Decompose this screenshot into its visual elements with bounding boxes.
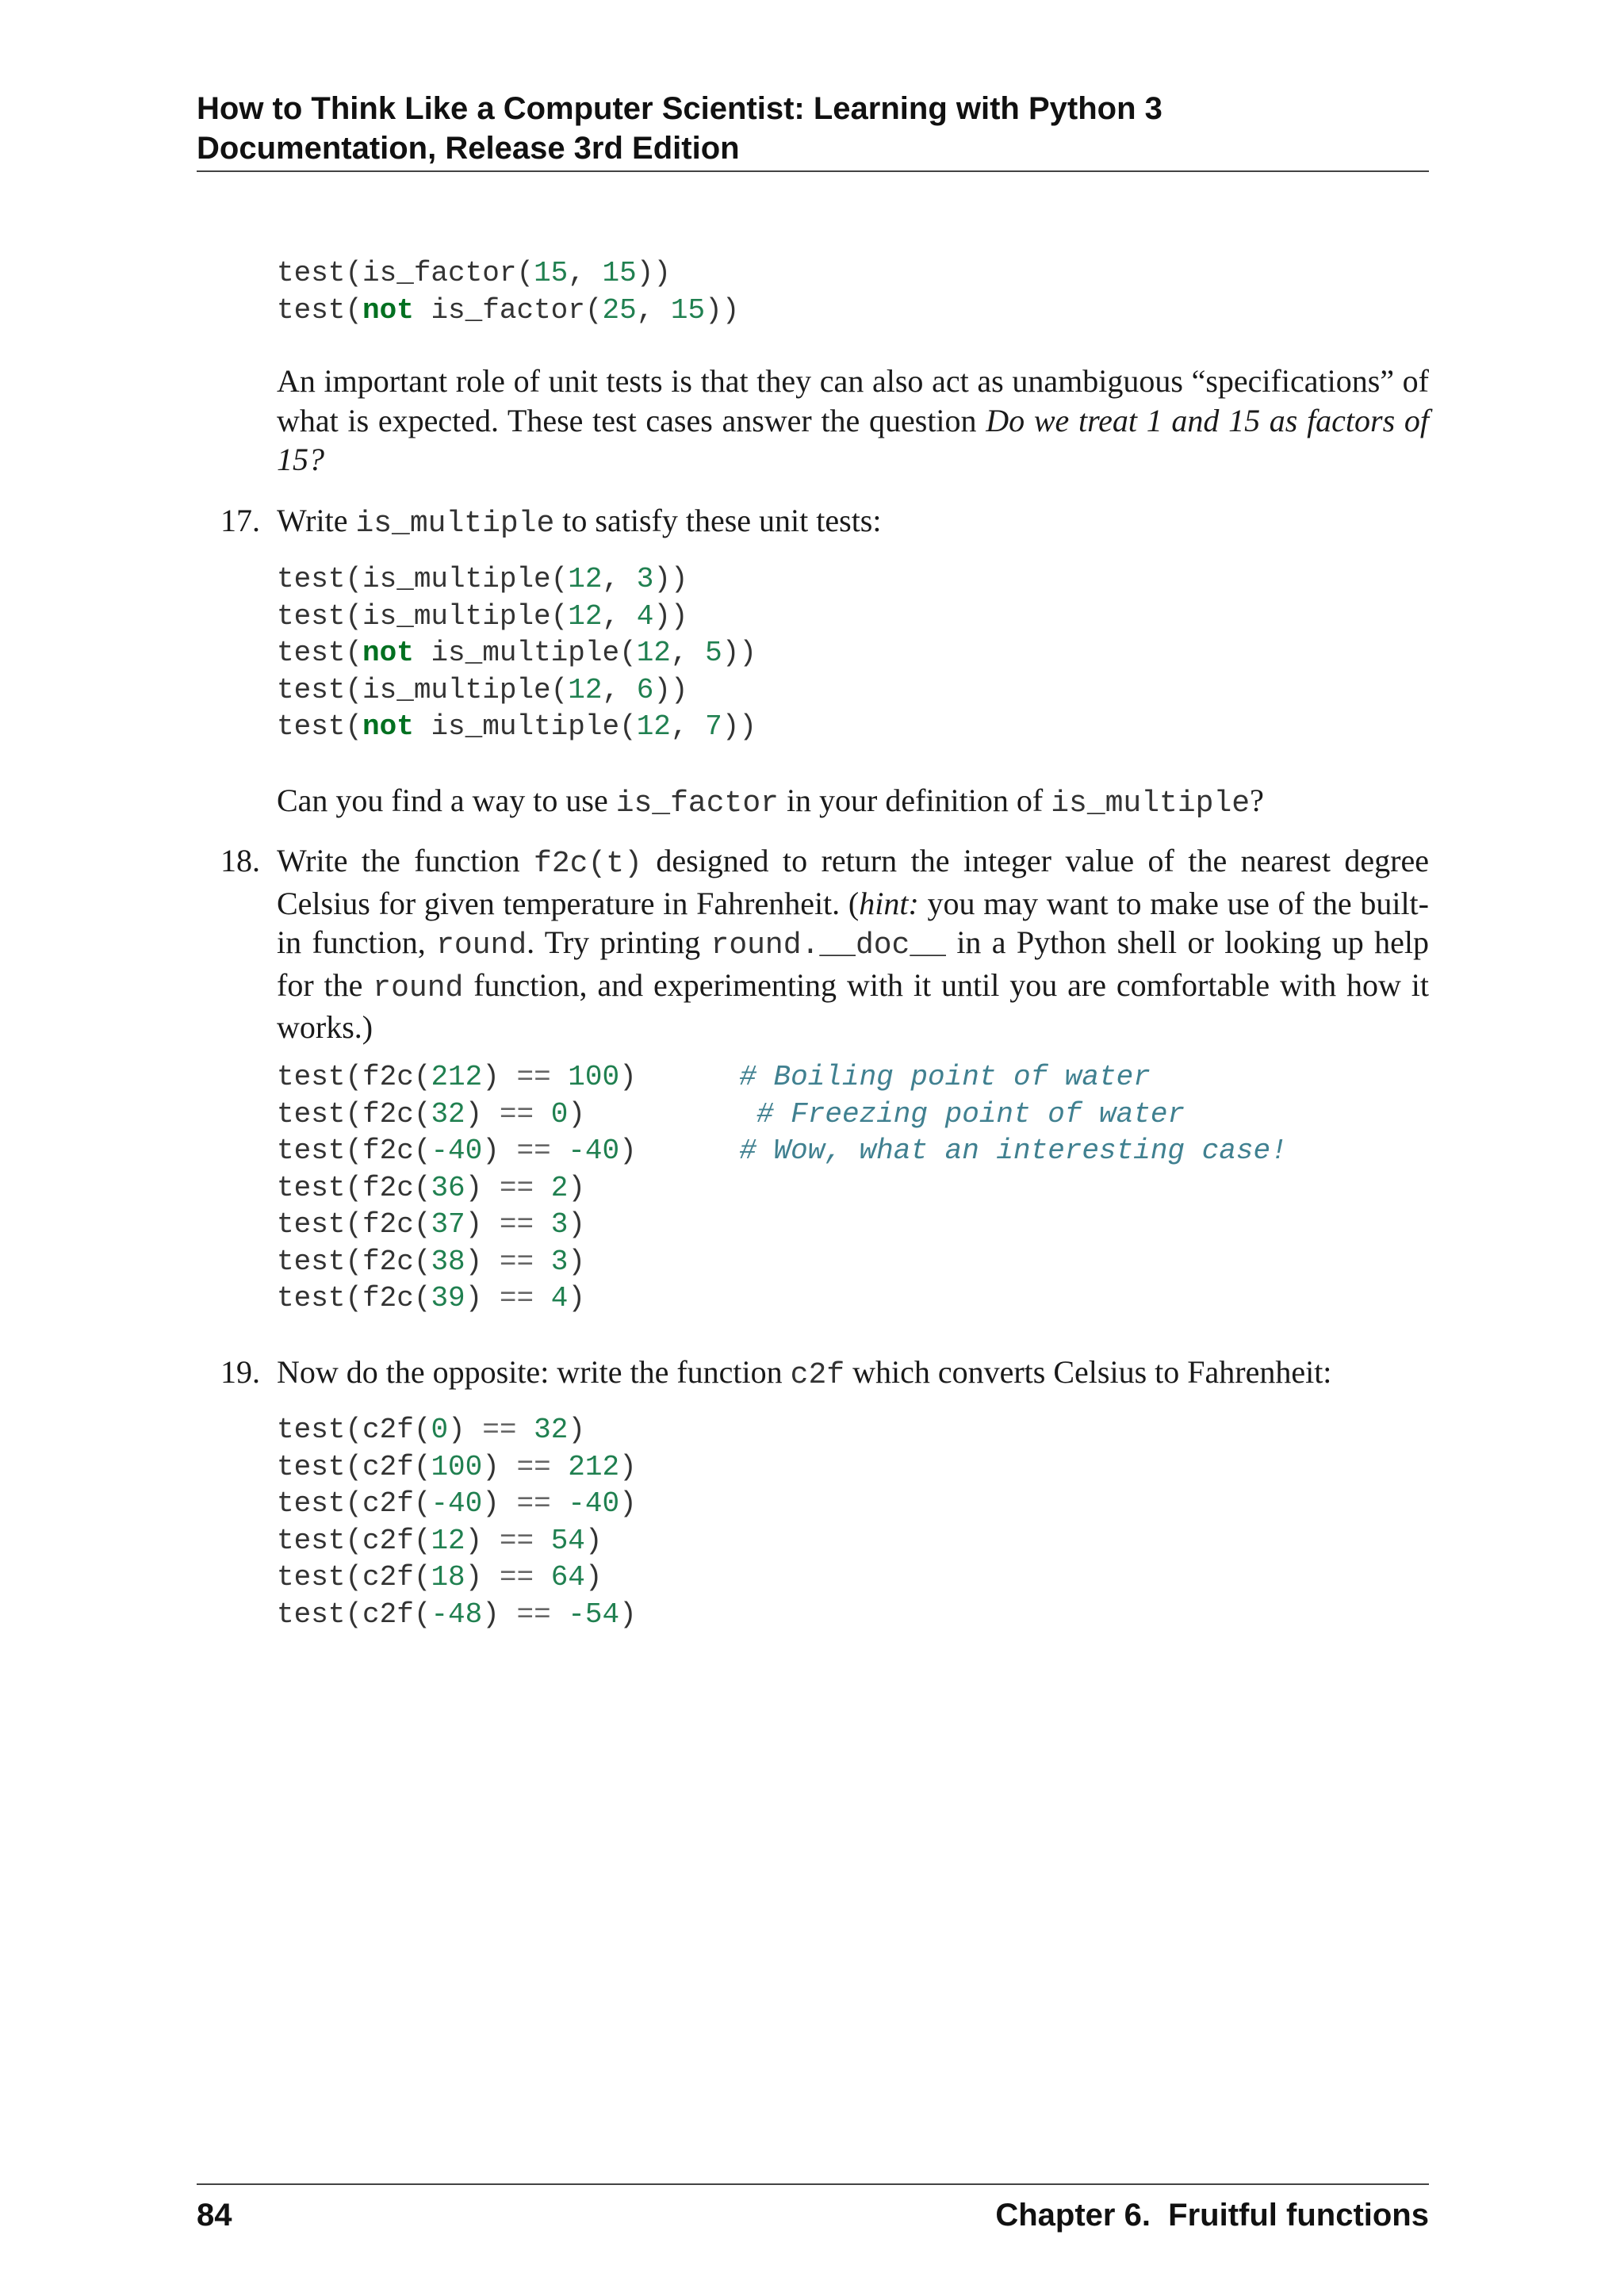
- code-line: test(c2f(12) == 54): [277, 1524, 603, 1557]
- code-line: test(f2c(36) == 2): [277, 1171, 585, 1204]
- code-line: test(c2f(18) == 64): [277, 1561, 603, 1594]
- code-line: test(is_multiple(12, 4)): [277, 599, 688, 633]
- header-title-line-1: How to Think Like a Computer Scientist: Learning with Python 3: [197, 91, 1162, 126]
- footer-rule: [197, 2183, 1429, 2185]
- code-line: test(c2f(100) == 212): [277, 1450, 637, 1483]
- chapter-title: Chapter 6. Fruitful functions: [995, 2198, 1429, 2233]
- list-number-18: 18.: [220, 843, 260, 878]
- code-block-f2c: [277, 1059, 1288, 1318]
- item-19-text: Now do the opposite: write the function c2f which converts Celsius to Fahrenheit:: [277, 1354, 1332, 1392]
- code-line: test(c2f(-40) == -40): [277, 1487, 637, 1520]
- code-line: test(c2f(0) == 32): [277, 1414, 585, 1446]
- item-18-text: Write the function f2c(t) designed to return the integer value of the nearest degree Celsius for given temperature in Fahrenheit. (hint: you may want to make use of the built-in function, round. Try printing round.__doc__ in a Python shell or looking up help for the round function, and experimenting with it until you are comfortable with how it works.): [277, 843, 1429, 1045]
- code-line: test(c2f(-48) == -54): [277, 1598, 637, 1631]
- code-line: test(is_factor(15, 15)): [277, 257, 671, 289]
- code-line: test(is_multiple(12, 6)): [277, 673, 688, 706]
- code-line: test(is_multiple(12, 3)): [277, 563, 688, 595]
- code-line: test(f2c(212) == 100) # Boiling point of water: [277, 1061, 1151, 1093]
- page-body: [197, 0, 1429, 2296]
- header-title-line-2: Documentation, Release 3rd Edition: [197, 131, 740, 166]
- code-line: test(f2c(-40) == -40) # Wow, what an interesting case!: [277, 1135, 1288, 1167]
- code-line: test(f2c(38) == 3): [277, 1245, 585, 1278]
- running-footer: [197, 2191, 1429, 2239]
- code-line: test(f2c(32) == 0) # Freezing point of water: [277, 1097, 1185, 1131]
- code-line: test(not is_factor(25, 15)): [277, 293, 740, 327]
- code-line: test(not is_multiple(12, 7)): [277, 710, 756, 743]
- code-line: test(f2c(39) == 4): [277, 1282, 585, 1314]
- paragraph-unit-tests: An important role of unit tests is that they can also act as unambiguous “specifications” of what is expected. These test cases answer the question Do we treat 1 and 15 as factors of 15?: [277, 363, 1429, 477]
- item-17-text: Write is_multiple to satisfy these unit tests:: [277, 503, 882, 541]
- code-line: test(f2c(37) == 3): [277, 1208, 585, 1241]
- list-number-17: 17.: [220, 503, 260, 538]
- code-block-is-multiple: [277, 561, 756, 746]
- code-line: test(not is_multiple(12, 5)): [277, 637, 756, 669]
- page-number: 84: [197, 2198, 232, 2233]
- list-number-19: 19.: [220, 1354, 260, 1390]
- item-17-followup: Can you find a way to use is_factor in your definition of is_multiple?: [277, 783, 1264, 821]
- code-block-c2f: [277, 1412, 637, 1633]
- code-block-is-factor: [277, 255, 739, 329]
